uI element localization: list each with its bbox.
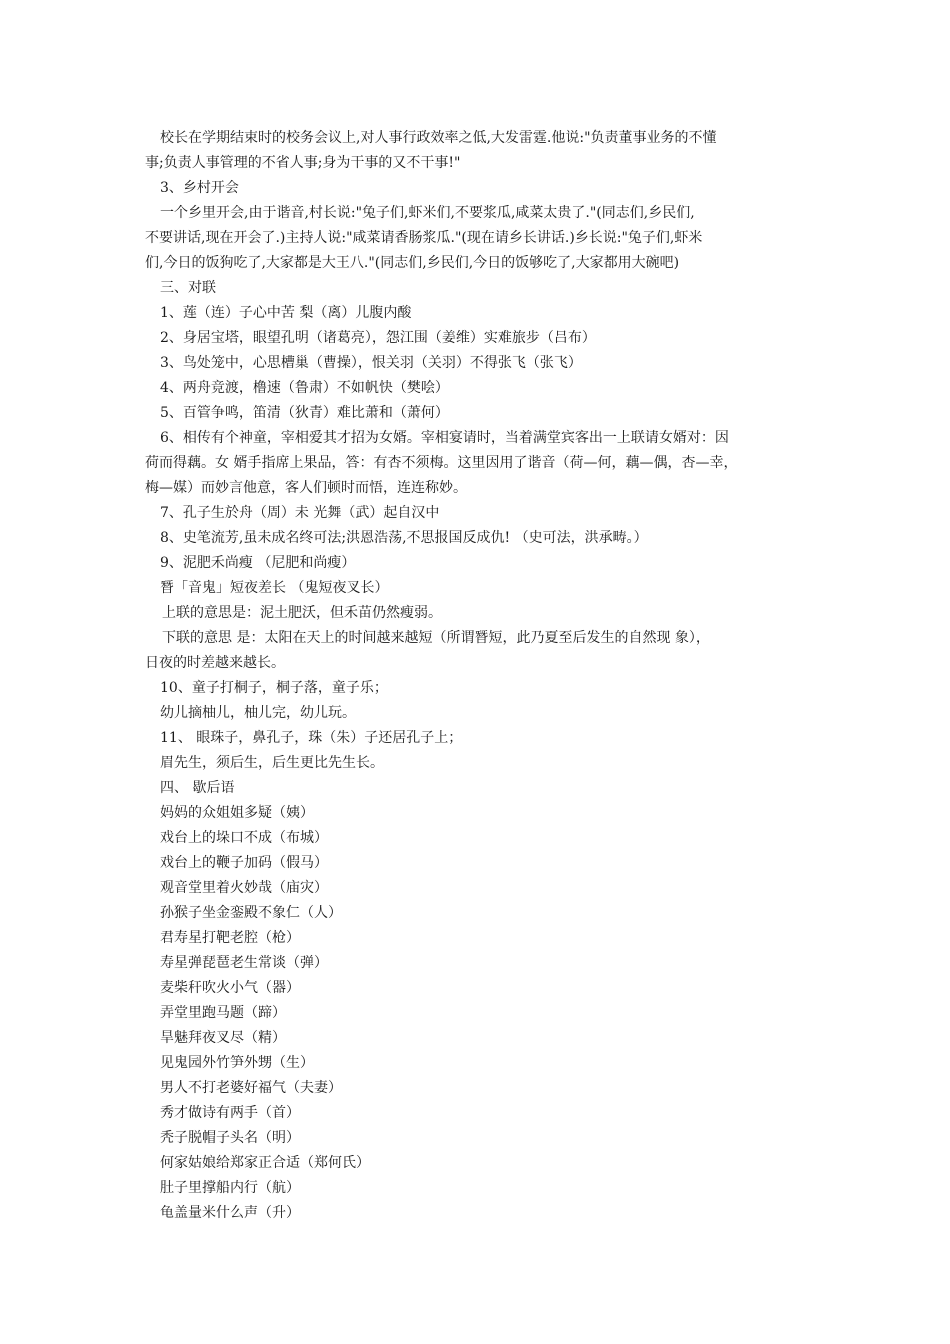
list-item: 2、身居宝塔，眼望孔明（诸葛亮），怨江围（姜维）实难旅步（吕布） <box>160 330 596 346</box>
list-item: 戏台上的垛口不成（布城） <box>160 830 328 846</box>
paragraph-line: 荷而得藕。女 婿手指席上果品，答：有杏不须梅。这里因用了谐音（荷—何，藕—偶，杏—幸， <box>145 455 738 471</box>
section-heading: 四、 歇后语 <box>160 780 235 796</box>
list-item: 君寿星打靶老腔（枪） <box>160 930 300 946</box>
list-item: 孙猴子坐金銮殿不象仁（人） <box>160 905 342 921</box>
section-heading: 3、乡村开会 <box>160 180 239 196</box>
list-item: 男人不打老婆好福气（夫妻） <box>160 1080 342 1096</box>
list-item: 9、泥肥禾尚瘦 （尼肥和尚瘦） <box>160 555 356 571</box>
list-item: 3、鸟处笼中，心思槽巢（曹操），恨关羽（关羽）不得张飞（张飞） <box>160 355 582 371</box>
list-item: 龟盖量米什么声（升） <box>160 1205 300 1221</box>
paragraph-line: 眉先生，须后生，后生更比先生长。 <box>160 755 384 771</box>
list-item: 见鬼园外竹笋外甥（生） <box>160 1055 314 1071</box>
list-item: 妈妈的众姐姐多疑（姨） <box>160 805 314 821</box>
list-item: 戏台上的鞭子加码（假马） <box>160 855 328 871</box>
list-item: 1、莲（连）子心中苦 梨（离）儿腹内酸 <box>160 305 412 321</box>
paragraph-line: 上联的意思是：泥土肥沃，但禾苗仍然瘦弱。 <box>162 605 442 621</box>
paragraph-line: 日夜的时差越来越长。 <box>145 655 285 671</box>
list-item: 7、孔子生於舟（周）未 光舞（武）起自汉中 <box>160 505 440 521</box>
paragraph-line: 梅—媒）而妙言他意，客人们顿时而悟，连连称妙。 <box>145 480 467 496</box>
paragraph-line: 事;负责人事管理的不省人事;身为干事的又不干事!" <box>145 155 461 171</box>
paragraph-line: 下联的意思 是：太阳在天上的时间越来越短（所谓朁短，此乃夏至后发生的自然现 象）， <box>162 630 710 646</box>
list-item: 何家姑娘给郑家正合适（郑何氏） <box>160 1155 370 1171</box>
paragraph-line: 一个乡里开会,由于谐音,村长说:"兔子们,虾米们,不要浆瓜,咸菜太贵了."(同志们,乡民们, <box>160 205 695 221</box>
list-item: 4、两舟竞渡，橹速（鲁肃）不如帆快（樊哙） <box>160 380 449 396</box>
paragraph-line: 校长在学期结束时的校务会议上,对人事行政效率之低,大发雷霆.他说:"负责董事业务的不懂 <box>160 130 717 146</box>
list-item: 观音堂里着火妙哉（庙灾） <box>160 880 328 896</box>
paragraph-line: 朁「音鬼」短夜差长 （鬼短夜叉长） <box>160 580 389 596</box>
paragraph-line: 们,今日的饭狗吃了,大家都是大王八."(同志们,乡民们,今日的饭够吃了,大家都用大碗吧) <box>145 255 680 271</box>
paragraph-line: 不要讲话,现在开会了.)主持人说:"咸菜请香肠浆瓜."(现在请乡长讲话.)乡长说:"兔子们,虾米 <box>145 230 703 246</box>
paragraph-line: 幼儿摘柚儿，柚儿完，幼儿玩。 <box>160 705 356 721</box>
list-item: 寿星弹琵琶老生常谈（弹） <box>160 955 328 971</box>
section-heading: 三、对联 <box>160 280 216 296</box>
list-item: 肚子里撑船内行（航） <box>160 1180 300 1196</box>
list-item: 弄堂里跑马题（蹄） <box>160 1005 286 1021</box>
list-item: 8、史笔流芳,虽未成名终可法;洪恩浩荡,不思报国反成仇! （史可法，洪承畴。） <box>160 530 648 546</box>
list-item: 旱魅拜夜叉尽（精） <box>160 1030 286 1046</box>
list-item: 秀才做诗有两手（首） <box>160 1105 300 1121</box>
list-item: 秃子脱帽子头名（明） <box>160 1130 300 1146</box>
list-item: 麦柴秆吹火小气（器） <box>160 980 300 996</box>
list-item: 6、相传有个神童，宰相爱其才招为女婿。宰相宴请时，当着满堂宾客出一上联请女婿对：因 <box>160 430 729 446</box>
list-item: 11、 眼珠子，鼻孔子，珠（朱）子还居孔子上； <box>160 730 463 746</box>
list-item: 10、童子打桐子，桐子落，童子乐； <box>160 680 388 696</box>
list-item: 5、百管争鸣，笛清（狄青）难比萧和（萧何） <box>160 405 449 421</box>
